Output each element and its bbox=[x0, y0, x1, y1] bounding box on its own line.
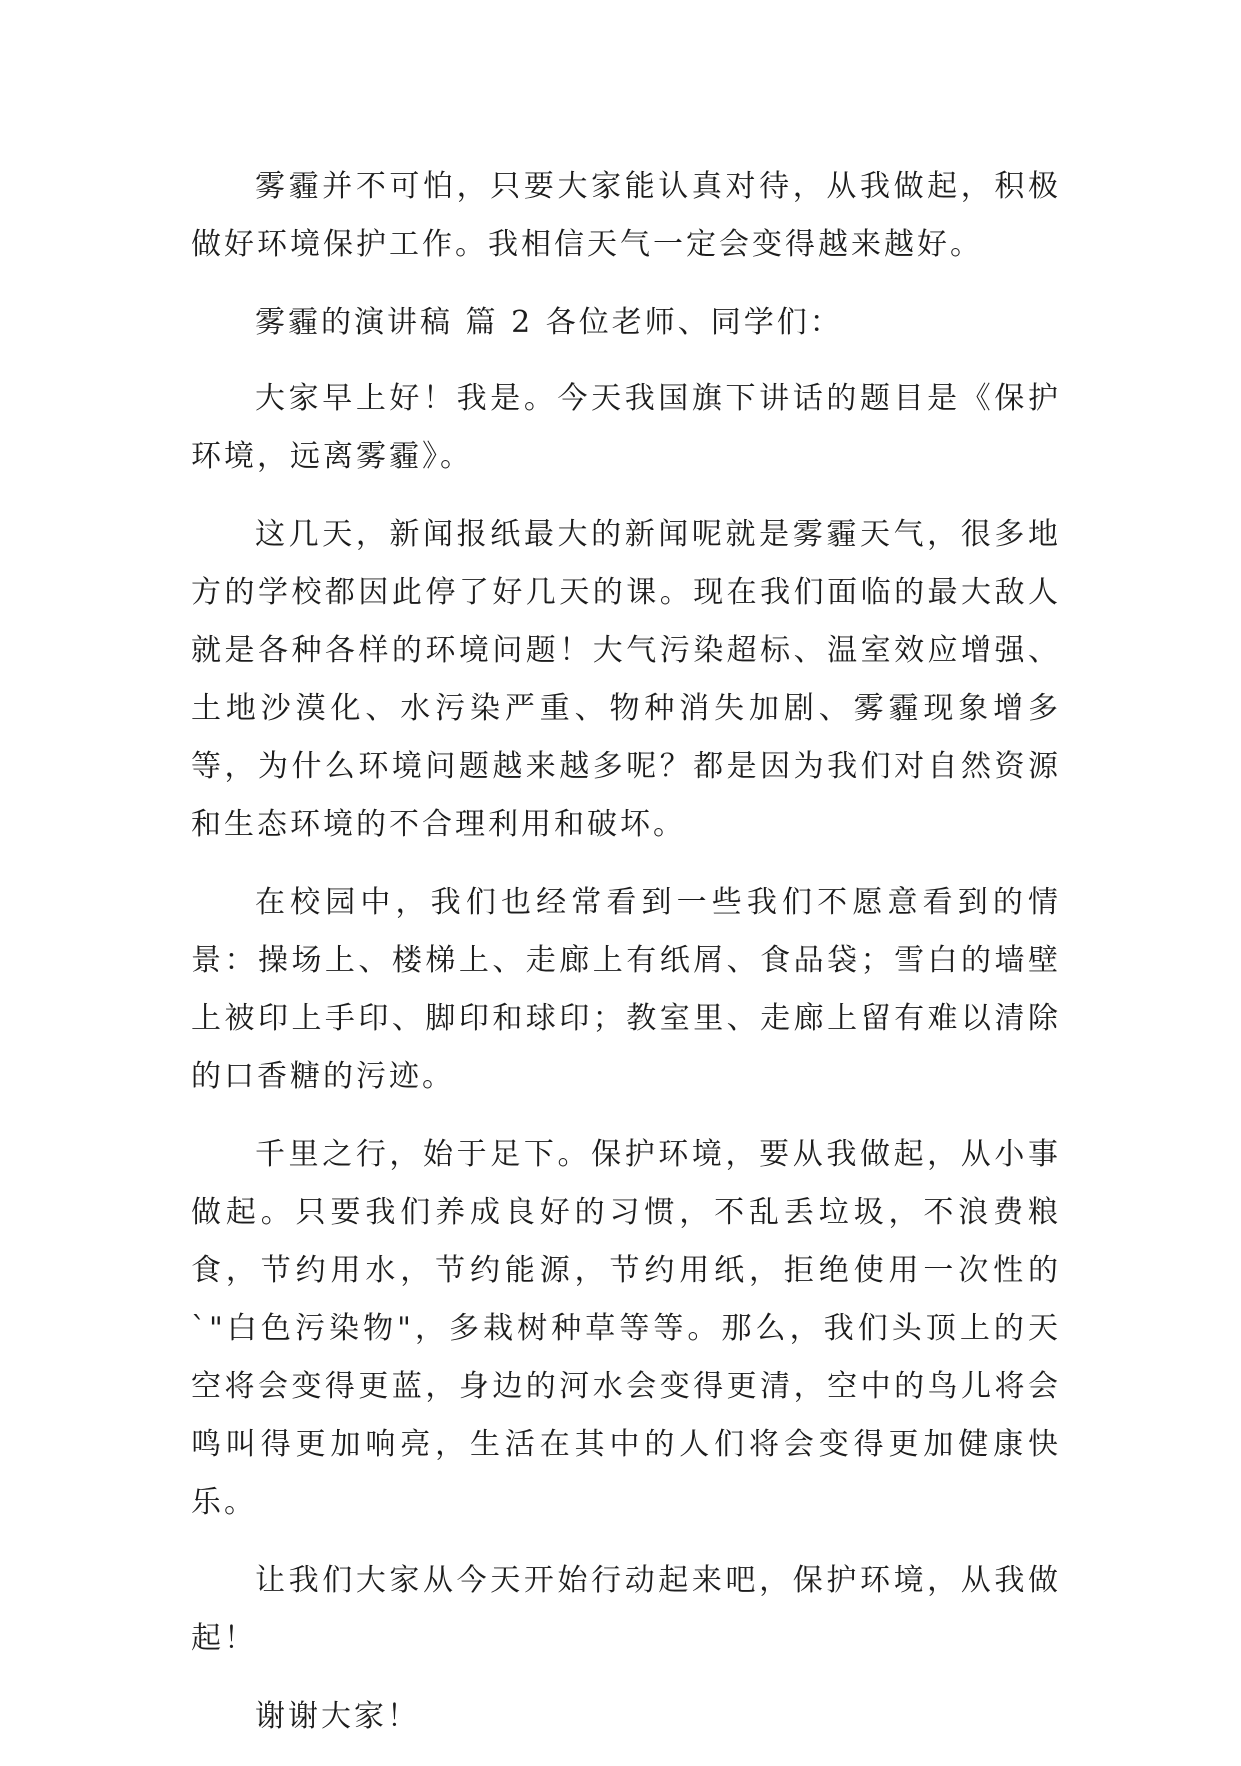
paragraph-greeting: 大家早上好！我是。今天我国旗下讲话的题目是《保护环境，远离雾霾》。 bbox=[191, 381, 1061, 474]
paragraph-environment-problems: 这几天，新闻报纸最大的新闻呢就是雾霾天气，很多地方的学校都因此停了好几天的课。现在我们面临的最大敌人就是各种各样的环境问题！大气污染超标、温室效应增强、土地沙漠化、水污染严重、物种消失加剧、雾霾现象增多等，为什么环境问题越来越多呢？都是因为我们对自然资源和生态环境的不合理利用和破坏。 bbox=[191, 517, 1061, 842]
paragraph-thanks: 谢谢大家！ bbox=[255, 1699, 420, 1734]
paragraph-campus-scene: 在校园中，我们也经常看到一些我们不愿意看到的情景：操场上、楼梯上、走廊上有纸屑、食品袋；雪白的墙壁上被印上手印、脚印和球印；教室里、走廊上留有难以清除的口香糖的污迹。 bbox=[191, 885, 1061, 1094]
paragraph-start-small: 千里之行，始于足下。保护环境，要从我做起，从小事做起。只要我们养成良好的习惯，不乱丢垃圾，不浪费粮食，节约用水，节约能源，节约用纸，拒绝使用一次性的`"白色污染物"，多栽树种草等等。那么，我们头顶上的天空将会变得更蓝，身边的河水会变得更清，空中的鸟儿将会鸣叫得更加响亮，生活在其中的人们将会变得更加健康快乐。 bbox=[191, 1137, 1061, 1520]
paragraph-call-to-action: 让我们大家从今天开始行动起来吧，保护环境，从我做起！ bbox=[191, 1563, 1061, 1656]
paragraph-speech-title: 雾霾的演讲稿 篇 2 各位老师、同学们： bbox=[255, 305, 843, 340]
paragraph-closing-previous: 雾霾并不可怕，只要大家能认真对待，从我做起，积极做好环境保护工作。我相信天气一定会变得越来越好。 bbox=[191, 169, 1061, 262]
document-body bbox=[191, 158, 1061, 1766]
